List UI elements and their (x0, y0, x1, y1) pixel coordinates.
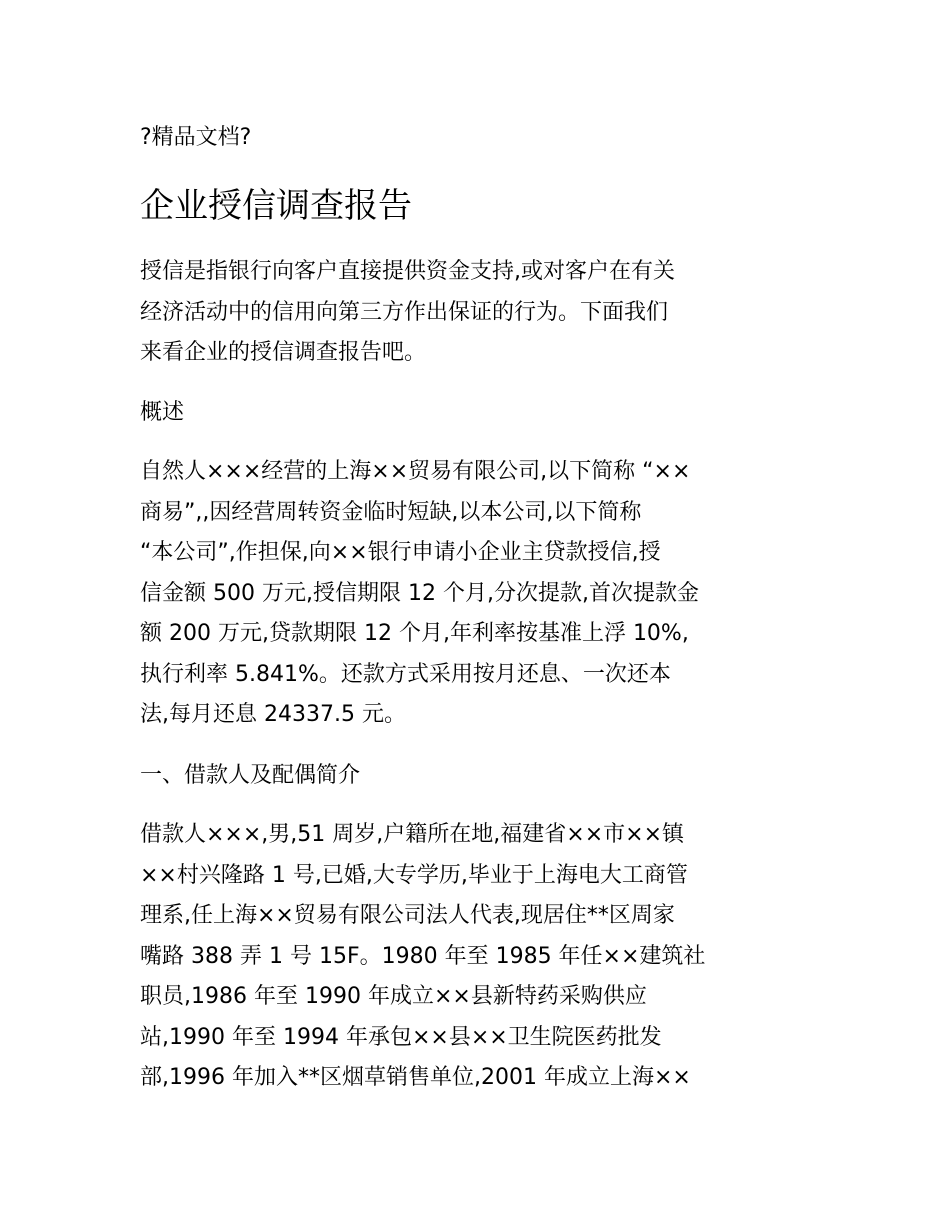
intro-line: 经济活动中的信用向第三方作出保证的行为。下面我们 (140, 299, 669, 325)
overview-line: 商易”,,因经营周转资金临时短缺,以本公司,以下简称 (140, 499, 642, 525)
overview-line: 执行利率 5.841%。还款方式采用按月还息、一次还本 (140, 661, 671, 687)
overview-line: 信金额 500 万元,授信期限 12 个月,分次提款,首次提款金 (140, 580, 699, 606)
intro-line: 来看企业的授信调查报告吧。 (140, 340, 427, 365)
borrower-line: 理系,任上海××贸易有限公司法人代表,现居住**区周家 (140, 903, 675, 928)
borrower-paragraph (140, 815, 820, 1099)
borrower-line: 站,1990 年至 1994 年承包××县××卫生院医药批发 (140, 1024, 662, 1050)
borrower-line: 职员,1986 年至 1990 年成立××县新特药采购供应 (140, 984, 647, 1009)
borrower-line: ××村兴隆路 1 号,已婚,大专学历,毕业于上海电大工商管 (140, 862, 688, 888)
overview-line: “本公司”,作担保,向××银行申请小企业主贷款授信,授 (140, 540, 661, 565)
overview-paragraph (140, 452, 820, 736)
section-heading-overview: 概述 (140, 400, 185, 425)
intro-paragraph (140, 252, 820, 374)
borrower-line: 嘴路 388 弄 1 号 15F。1980 年至 1985 年任××建筑社 (140, 943, 706, 969)
borrower-line: 借款人×××,男,51 周岁,户籍所在地,福建省××市××镇 (140, 822, 684, 847)
overview-line: 额 200 万元,贷款期限 12 个月,年利率按基准上浮 10%, (140, 621, 689, 646)
overview-line: 自然人×××经营的上海××贸易有限公司,以下简称 “×× (140, 459, 691, 484)
header-tag: ?精品文档? (140, 125, 252, 150)
overview-line: 法,每月还息 24337.5 元。 (140, 702, 406, 727)
borrower-line: 部,1996 年加入**区烟草销售单位,2001 年成立上海×× (140, 1065, 691, 1090)
document-title: 企业授信调查报告 (140, 186, 412, 226)
intro-line: 授信是指银行向客户直接提供资金支持,或对客户在有关 (140, 259, 675, 284)
section-heading-borrower: 一、借款人及配偶简介 (140, 763, 361, 788)
